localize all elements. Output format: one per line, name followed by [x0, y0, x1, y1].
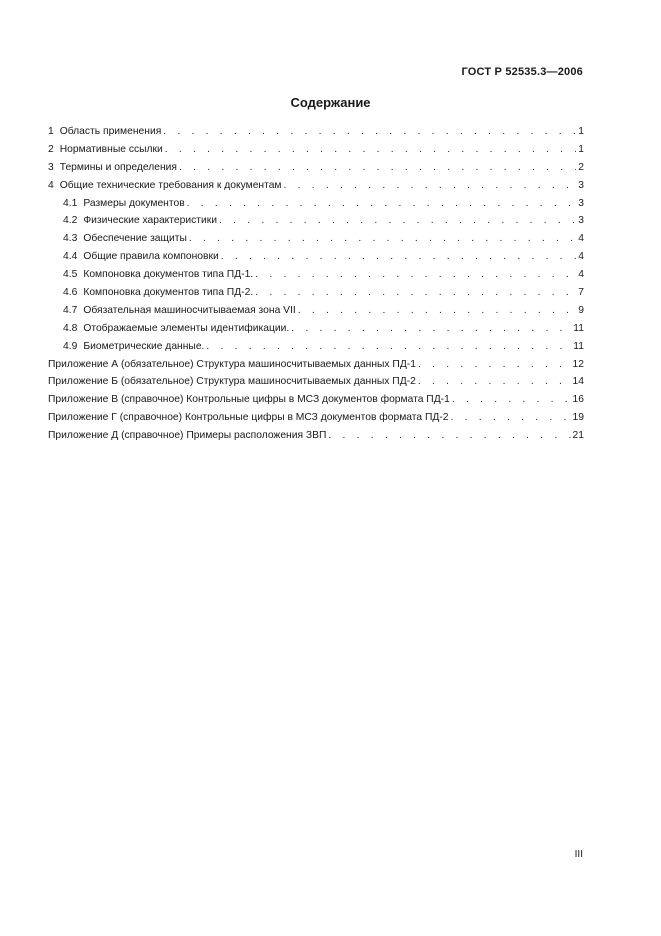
toc-entry-page: 12 [572, 358, 584, 370]
toc-entry-label: Отображаемые элементы идентификации. [83, 322, 290, 334]
toc-entry-number: 4.6 [63, 287, 78, 299]
toc-dot-leader [255, 266, 576, 284]
toc-entry-page: 4 [578, 251, 584, 263]
toc-entry-number: 4.1 [63, 197, 78, 209]
toc-entry-number: 2 [48, 143, 54, 155]
toc-entry-label: Размеры документов [83, 197, 185, 209]
toc-annex-entry[interactable] [48, 391, 584, 409]
toc-entry-number: 4.5 [63, 269, 78, 281]
toc-entry-number: 4.3 [63, 233, 78, 245]
toc-dot-leader [206, 338, 571, 356]
toc-entry-label: Приложение В (справочное) Контрольные цифры в МСЗ документов формата ПД-1 [48, 394, 450, 406]
toc-entry-label: Биометрические данные. [83, 340, 205, 352]
toc-entry[interactable] [48, 123, 584, 141]
toc-entry-label: Обеспечение защиты [83, 233, 187, 245]
toc-entry-number: 1 [48, 126, 54, 137]
toc-entry[interactable] [48, 320, 584, 338]
toc-dot-leader [418, 373, 571, 391]
toc-dot-leader [189, 230, 576, 248]
toc-entry-number: 4.9 [63, 340, 78, 352]
toc-entry-page: 14 [572, 376, 584, 388]
toc-entry-page: 2 [578, 161, 584, 173]
toc-entry-label: Нормативные ссылки [59, 143, 163, 155]
toc-dot-leader [284, 177, 577, 195]
toc-entry-page: 16 [572, 394, 584, 406]
toc-dot-leader [255, 284, 576, 302]
toc-dot-leader [418, 356, 571, 374]
toc-dot-leader [298, 302, 577, 320]
toc-dot-leader [163, 123, 576, 141]
toc-entry-page: 4 [578, 269, 584, 281]
toc-entry[interactable] [48, 284, 584, 302]
toc-entry-page: 1 [578, 126, 584, 137]
toc-entry-label: Обязательная машиносчитываемая зона VII [83, 304, 296, 316]
toc-entry-page: 21 [572, 430, 584, 442]
table-of-contents [48, 123, 584, 445]
toc-annex-entry[interactable] [48, 427, 584, 445]
toc-entry[interactable] [48, 338, 584, 356]
toc-dot-leader [165, 141, 576, 159]
toc-entry-page: 1 [578, 143, 584, 155]
toc-entry-page: 9 [578, 304, 584, 316]
toc-entry[interactable] [48, 248, 584, 266]
toc-entry-number: 4.2 [63, 215, 78, 227]
toc-entry-label: Термины и определения [59, 161, 177, 173]
toc-dot-leader [291, 320, 571, 338]
toc-entry-label: Физические характеристики [83, 215, 217, 227]
toc-entry-page: 11 [573, 322, 584, 334]
toc-entry-page: 3 [578, 179, 584, 191]
toc-entry[interactable] [48, 141, 584, 159]
toc-dot-leader [221, 248, 577, 266]
toc-entry-label: Приложение Д (справочное) Примеры расположения ЗВП [48, 430, 327, 442]
toc-entry-label: Общие правила компоновки [83, 251, 219, 263]
toc-dot-leader [452, 391, 571, 409]
page-number: III [574, 849, 583, 860]
toc-entry-page: 11 [573, 340, 584, 352]
toc-entry-page: 19 [572, 412, 584, 424]
toc-dot-leader [219, 212, 576, 230]
toc-entry-number: 4.8 [63, 322, 78, 334]
toc-entry-number: 3 [48, 161, 54, 173]
toc-entry[interactable] [48, 230, 584, 248]
toc-entry-page: 3 [578, 197, 584, 209]
toc-entry[interactable] [48, 266, 584, 284]
toc-annex-entry[interactable] [48, 409, 584, 427]
toc-entry[interactable] [48, 212, 584, 230]
toc-entry-number: 4.4 [63, 251, 78, 263]
toc-annex-entry[interactable] [48, 356, 584, 374]
toc-entry-page: 4 [578, 233, 584, 245]
toc-dot-leader [328, 427, 570, 445]
toc-dot-leader [451, 409, 571, 427]
toc-entry[interactable] [48, 177, 584, 195]
toc-title: Содержание [290, 95, 371, 110]
toc-entry[interactable] [48, 302, 584, 320]
toc-entry[interactable] [48, 195, 584, 213]
toc-dot-leader [187, 195, 577, 213]
toc-entry[interactable] [48, 159, 584, 177]
toc-entry-label: Приложение Г (справочное) Контрольные цифры в МСЗ документов формата ПД-2 [48, 412, 449, 424]
toc-entry-label: Приложение Б (обязательное) Структура машиносчитываемых данных ПД-2 [48, 376, 416, 388]
toc-entry-label: Приложение А (обязательное) Структура машиносчитываемых данных ПД-1 [48, 358, 416, 370]
toc-entry-page: 7 [578, 287, 584, 299]
toc-entry-number: 4 [48, 179, 54, 191]
toc-entry-number: 4.7 [63, 304, 78, 316]
toc-entry-label: Общие технические требования к документам [59, 179, 282, 191]
toc-entry-label: Область применения [59, 126, 162, 137]
toc-dot-leader [179, 159, 576, 177]
toc-entry-label: Компоновка документов типа ПД-2. [83, 287, 254, 299]
toc-entry-label: Компоновка документов типа ПД-1. [83, 269, 254, 281]
toc-entry-page: 3 [578, 215, 584, 227]
toc-annex-entry[interactable] [48, 373, 584, 391]
document-code: ГОСТ Р 52535.3—2006 [461, 66, 583, 78]
